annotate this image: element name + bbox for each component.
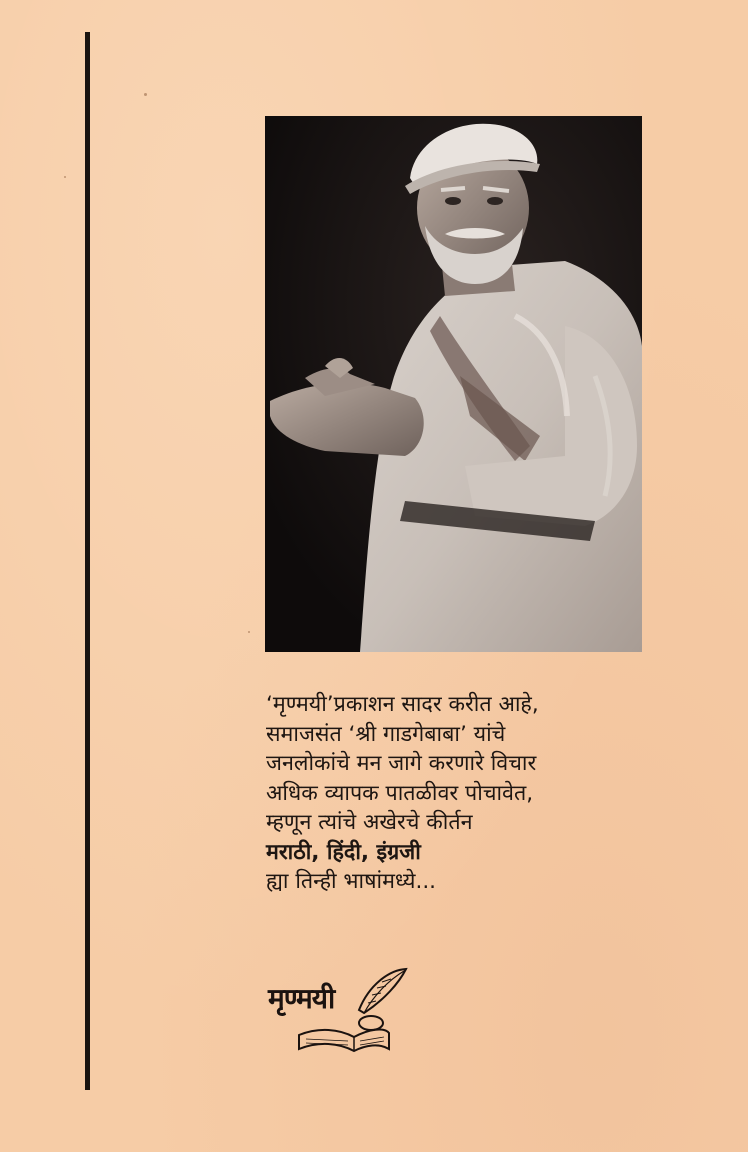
blurb-line: जनलोकांचे मन जागे करणारे विचार bbox=[266, 751, 537, 776]
portrait-photo bbox=[265, 116, 642, 652]
portrait-illustration bbox=[265, 116, 642, 652]
blurb-line: समाजसंत ‘श्री गाडगेबाबा’ यांचे bbox=[266, 721, 506, 747]
languages-line: मराठी, हिंदी, इंग्रजी bbox=[266, 839, 421, 865]
vertical-rule bbox=[85, 32, 90, 1090]
paper-speck bbox=[144, 93, 147, 96]
paper-speck bbox=[64, 176, 66, 178]
blurb-line: ह्या तिन्ही भाषांमध्ये... bbox=[266, 869, 436, 894]
publisher-logo bbox=[264, 965, 414, 1055]
paper-speck bbox=[248, 631, 250, 633]
blurb-line: ‘मृण्मयी’प्रकाशन सादर करीत आहे, bbox=[266, 692, 539, 717]
blurb-text bbox=[266, 690, 666, 897]
blurb-line: म्हणून त्यांचे अखेरचे कीर्तन bbox=[266, 810, 473, 835]
blurb-line: अधिक व्यापक पातळीवर पोचावेत, bbox=[266, 780, 534, 806]
logo-wordmark: मृण्मयी bbox=[268, 982, 335, 1015]
